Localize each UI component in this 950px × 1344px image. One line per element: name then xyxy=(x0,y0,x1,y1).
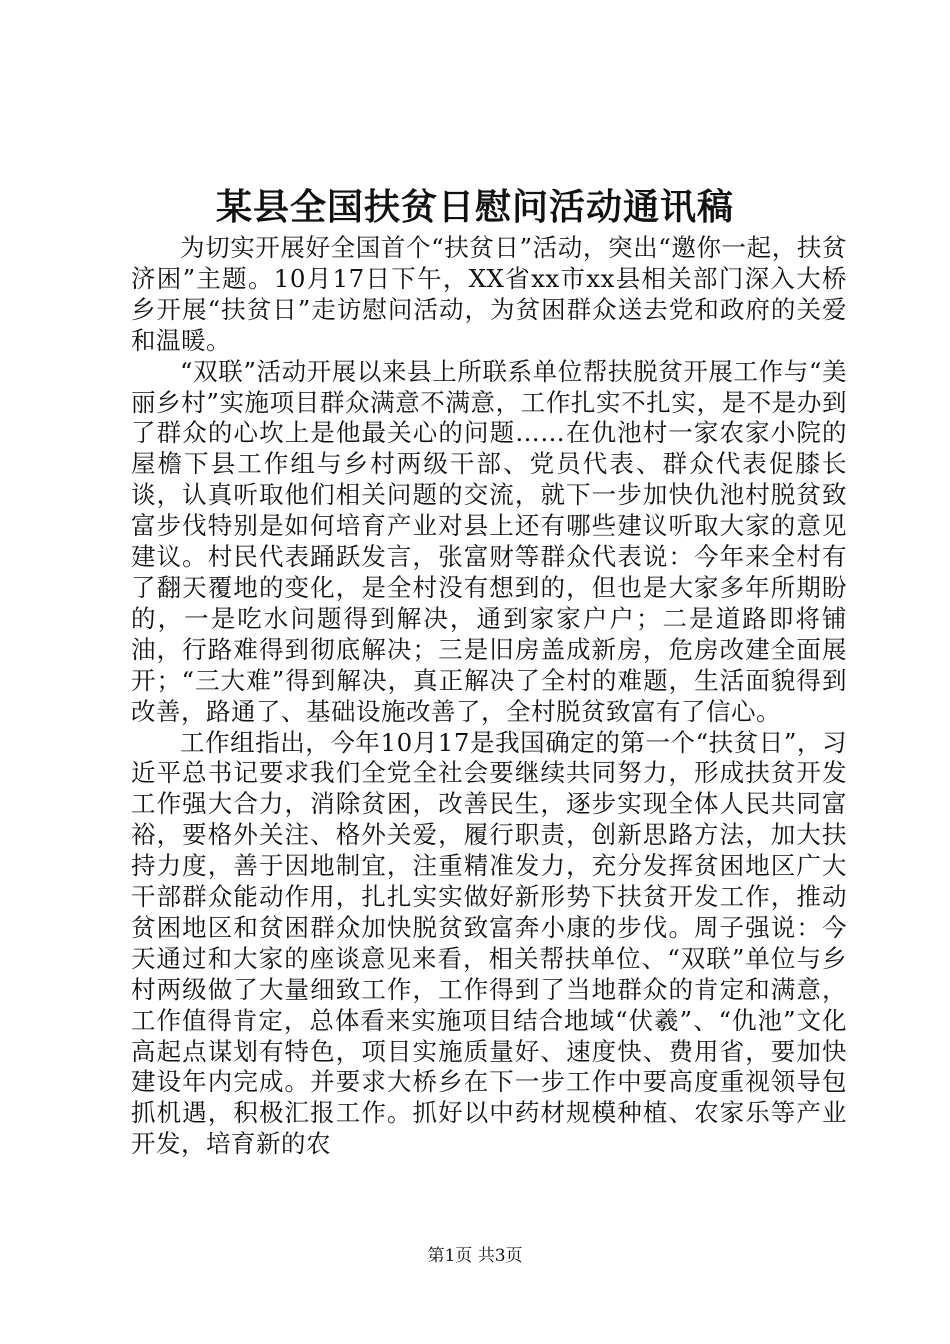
paragraph-1: 为切实开展好全国首个“扶贫日”活动，突出“邀你一起，扶贫济困”主题。10月17日下午，XX省xx市xx县相关部门深入大桥乡开展“扶贫日”走访慰问活动，为贫困群众送去党和政府的关爱和温暖。 xyxy=(131,233,847,355)
document-title: 某县全国扶贫日慰问活动通讯稿 xyxy=(215,186,734,228)
page-footer: 第1页 共3页 xyxy=(427,1246,523,1266)
paragraph-2: “双联”活动开展以来县上所联系单位帮扶脱贫开展工作与“美丽乡村”实施项目群众满意不满意，工作扎实不扎实，是不是办到了群众的心坎上是他最关心的问题……在仇池村一家农家小院的屋檐下县工作组与乡村两级干部、党员代表、群众代表促膝长谈，认真听取他们相关问题的交流，就下一步加快仇池村脱贫致富步伐特别是如何培育产业对县上还有哪些建议听取大家的意见建议。村民代表踊跃发言，张富财等群众代表说：今年来全村有了翻天覆地的变化，是全村没有想到的，但也是大家多年所期盼的，一是吃水问题得到解决，通到家家户户；二是道路即将铺油，行路难得到彻底解决；三是旧房盖成新房，危房改建全面展开；“三大难”得到解决，真正解决了全村的难题，生活面貌得到改善，路通了、基础设施改善了，全村脱贫致富有了信心。 xyxy=(131,356,847,726)
document-body xyxy=(131,233,847,1160)
paragraph-3: 工作组指出，今年10月17是我国确定的第一个“扶贫日”，习近平总书记要求我们全党全社会要继续共同努力，形成扶贫开发工作强大合力，消除贫困，改善民生，逐步实现全体人民共同富裕，要格外关注、格外关爱，履行职责，创新思路方法，加大扶持力度，善于因地制宜，注重精准发力，充分发挥贫困地区广大干部群众能动作用，扎扎实实做好新形势下扶贫开发工作，推动贫困地区和贫困群众加快脱贫致富奔小康的步伐。周子强说：今天通过和大家的座谈意见来看，相关帮扶单位、“双联”单位与乡村两级做了大量细致工作，工作得到了当地群众的肯定和满意，工作值得肯定，总体看来实施项目结合地域“伏羲”、“仇池”文化高起点谋划有特色，项目实施质量好、速度快、费用省，要加快建设年内完成。并要求大桥乡在下一步工作中要高度重视领导包抓机遇，积极汇报工作。抓好以中药材规模种植、农家乐等产业开发，培育新的农 xyxy=(131,727,847,1159)
